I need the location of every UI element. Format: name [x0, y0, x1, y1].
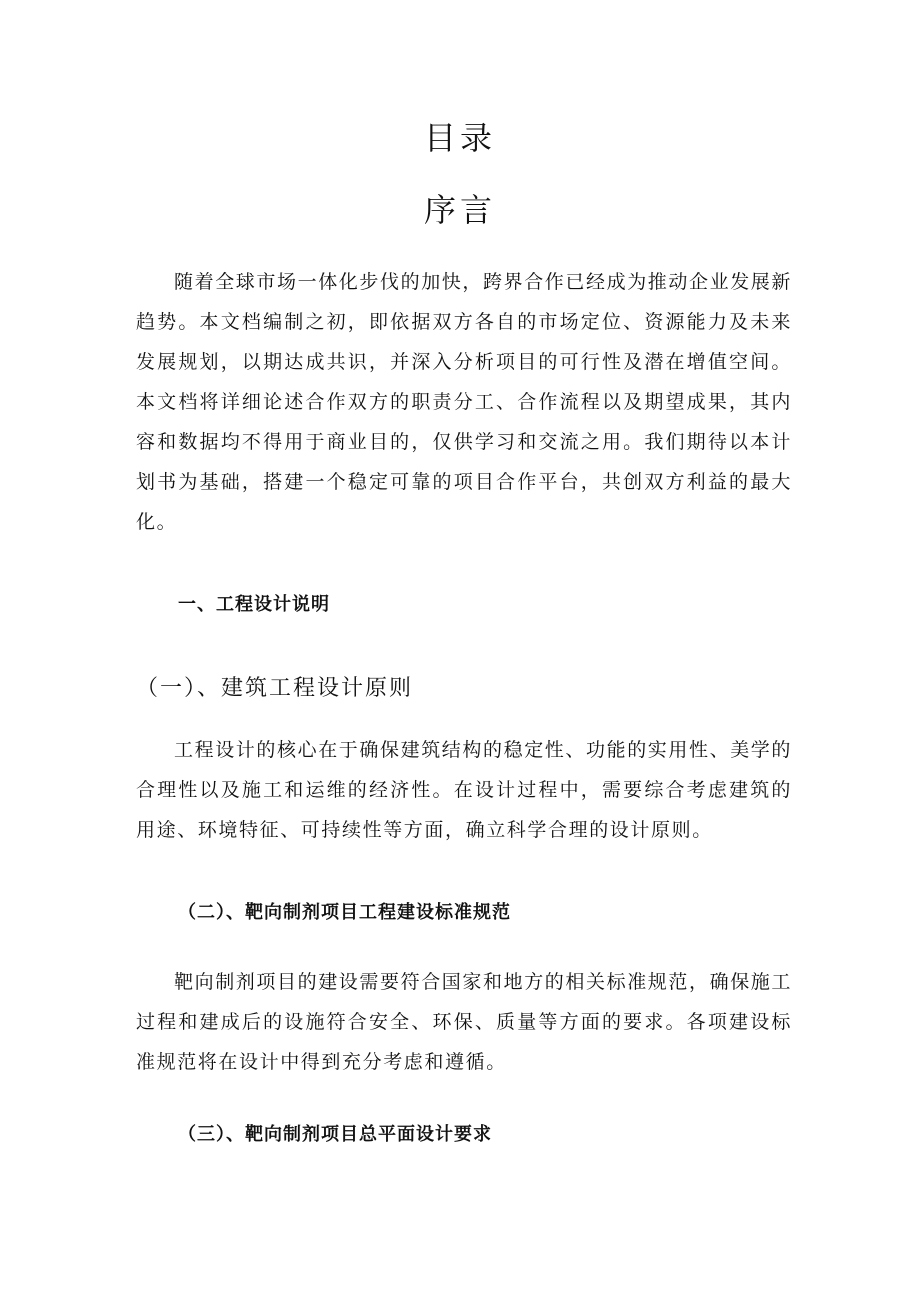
subsection-1-paragraph: 工程设计的核心在于确保建筑结构的稳定性、功能的实用性、美学的合理性以及施工和运维的经济性。在设计过程中，需要综合考虑建筑的用途、环境特征、可持续性等方面，确立科学合理的设计原则。 — [136, 739, 793, 841]
subsection-1-heading: （一）、建筑工程设计原则 — [136, 676, 414, 701]
preface-paragraph: 随着全球市场一体化步伐的加快，跨界合作已经成为推动企业发展新趋势。本文档编制之初，即依据双方各自的市场定位、资源能力及未来发展规划，以期达成共识，并深入分析项目的可行性及潜在增值空间。本文档将详细论述合作双方的职责分工、合作流程以及期望成果，其内容和数据均不得用于商业目的，仅供学习和交流之用。我们期待以本计划书为基础，搭建一个稳定可靠的项目合作平台，共创双方利益的最大化。 — [136, 271, 793, 533]
preface-title: 序言 — [423, 191, 496, 229]
subsection-2-heading: （二）、靶向制剂项目工程建设标准规范 — [178, 902, 511, 923]
subsection-3-heading: （三）、靶向制剂项目总平面设计要求 — [178, 1124, 492, 1145]
subsection-2-paragraph: 靶向制剂项目的建设需要符合国家和地方的相关标准规范，确保施工过程和建成后的设施符合安全、环保、质量等方面的要求。各项建设标准规范将在设计中得到充分考虑和遵循。 — [136, 971, 793, 1073]
section-1-heading: 一、工程设计说明 — [178, 594, 330, 615]
toc-title: 目录 — [423, 119, 496, 157]
